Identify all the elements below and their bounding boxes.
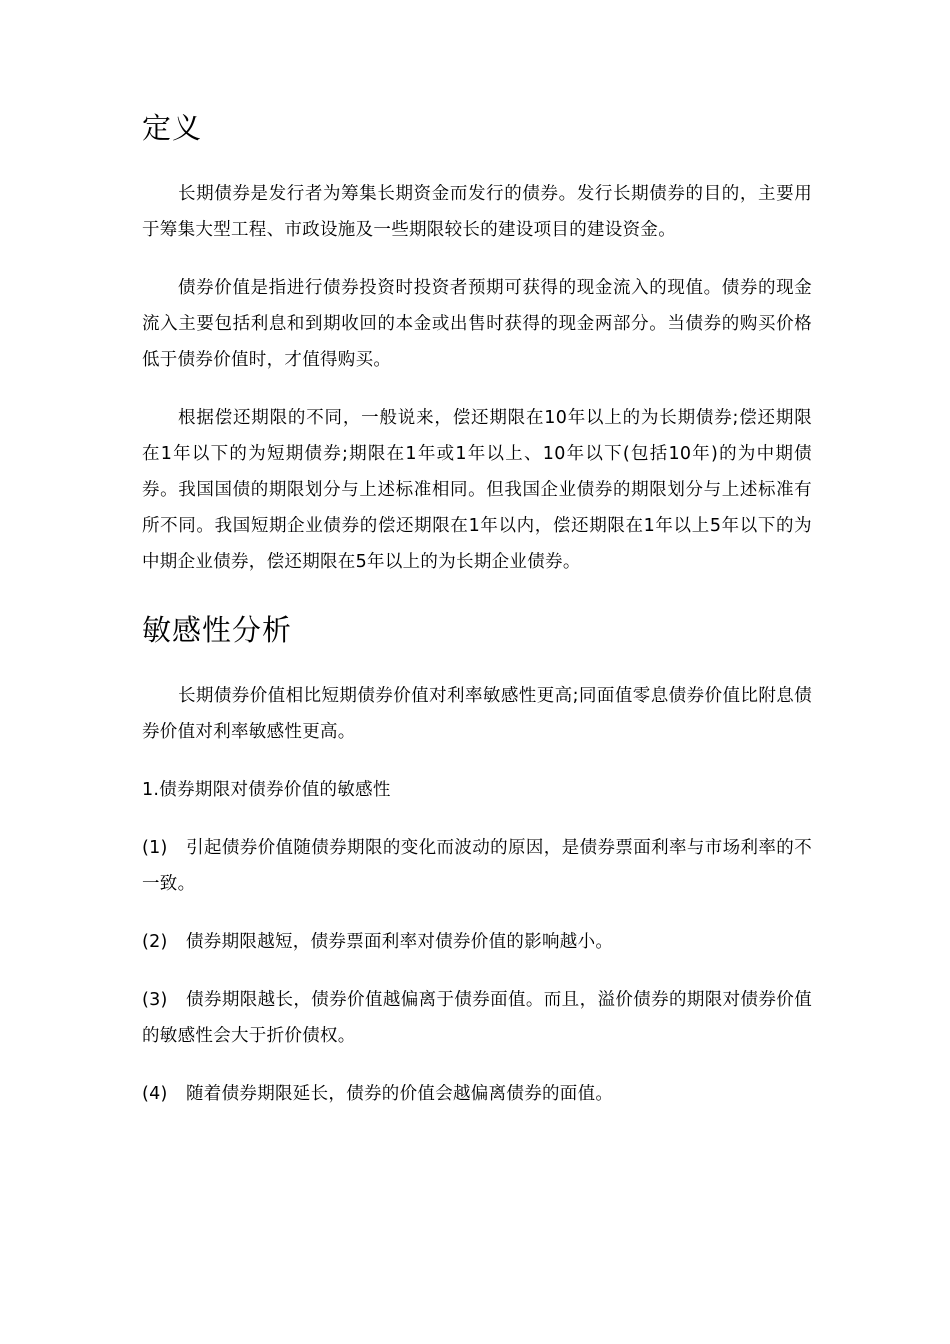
heading-definition: 定义: [142, 111, 203, 145]
list-item-number: (3): [142, 990, 168, 1010]
subheading-maturity-sensitivity: 1.债券期限对债券价值的敏感性: [142, 780, 391, 800]
list-item-number: (1): [142, 838, 168, 858]
paragraph-bond-value: 债券价值是指进行债券投资时投资者预期可获得的现金流入的现值。债券的现金流入主要包括利息和到期收回的本金或出售时获得的现金两部分。当债券的购买价格低于债券价值时，才值得购买。: [142, 278, 812, 370]
list-item-text: 随着债券期限延长，债券的价值会越偏离债券的面值。: [186, 1084, 614, 1104]
list-item-text: 债券期限越短，债券票面利率对债券价值的影响越小。: [186, 932, 614, 952]
list-item: [142, 924, 812, 960]
heading-sensitivity: 敏感性分析: [142, 613, 293, 647]
list-item-number: (2): [142, 932, 168, 952]
list-item-text: 引起债券价值随债券期限的变化而波动的原因，是债券票面利率与市场利率的不一致。: [142, 838, 812, 894]
paragraph-sensitivity-intro: 长期债券价值相比短期债券价值对利率敏感性更高;同面值零息债券价值比附息债券价值对利率敏感性更高。: [142, 686, 812, 742]
list-item: [142, 1076, 812, 1112]
list-item: [142, 830, 812, 902]
list-item: [142, 982, 812, 1054]
list-item-text: 债券期限越长，债券价值越偏离于债券面值。而且，溢价债券的期限对债券价值的敏感性会大于折价债权。: [142, 990, 812, 1046]
paragraph-maturity-classification: 根据偿还期限的不同，一般说来，偿还期限在10年以上的为长期债券;偿还期限在1年以下的为短期债券;期限在1年或1年以上、10年以下(包括10年)的为中期债券。我国国债的期限划分与上述标准相同。但我国企业债券的期限划分与上述标准有所不同。我国短期企业债券的偿还期限在1年以内，偿还期限在1年以上5年以下的为中期企业债券，偿还期限在5年以上的为长期企业债券。: [142, 408, 812, 572]
paragraph-long-term-bond: 长期债券是发行者为筹集长期资金而发行的债券。发行长期债券的目的，主要用于筹集大型工程、市政设施及一些期限较长的建设项目的建设资金。: [142, 184, 812, 240]
list-item-number: (4): [142, 1084, 168, 1104]
